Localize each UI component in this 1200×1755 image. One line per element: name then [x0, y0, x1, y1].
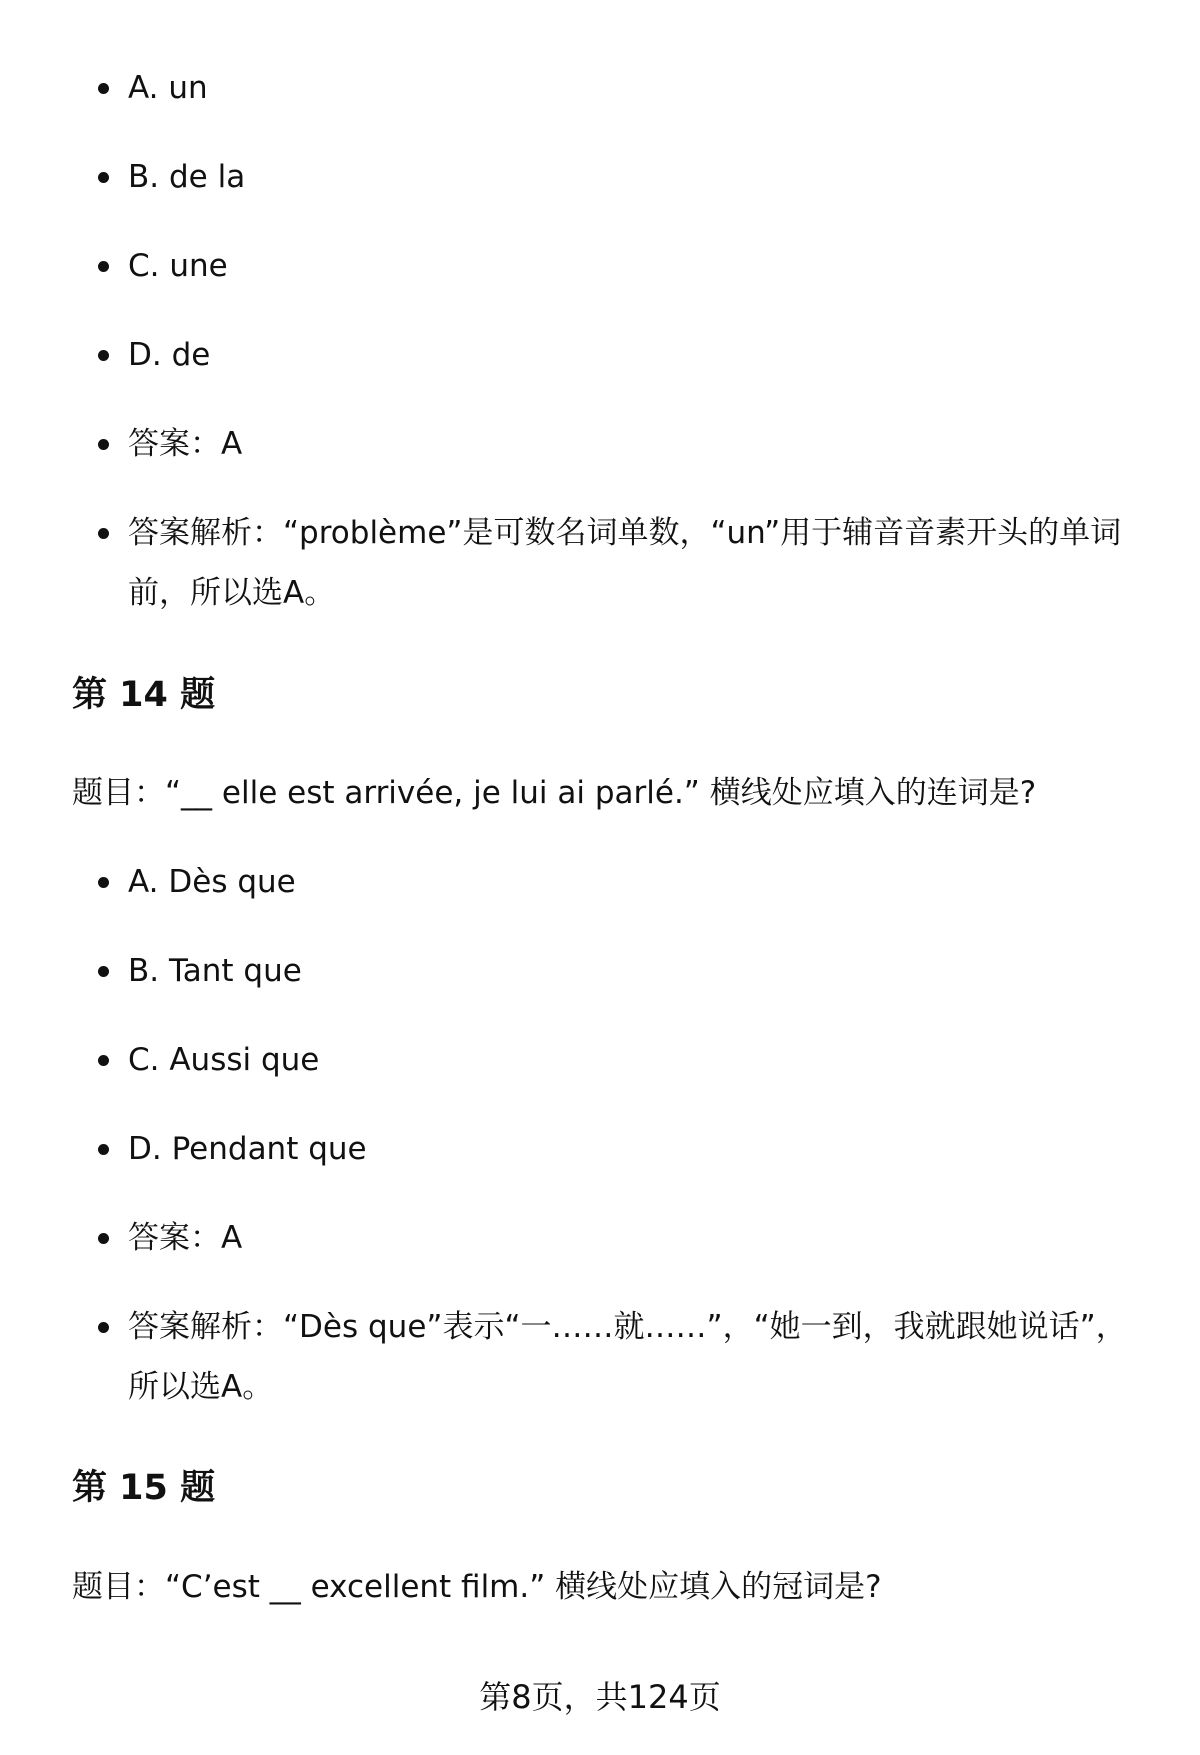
- q14-analysis: 答案解析：“Dès que”表示“一……就……”，“她一到，我就跟她说话”，所以选A。: [128, 1309, 1127, 1405]
- list-item: [0, 503, 1200, 623]
- list-item: [0, 1119, 1200, 1179]
- list-item: [0, 147, 1200, 207]
- q13-option-b: B. de la: [128, 159, 246, 195]
- list-item: [0, 325, 1200, 385]
- bullet-icon: [98, 83, 109, 94]
- q13-option-d: D. de: [128, 337, 211, 373]
- page-number-footer: 第8页，共124页: [479, 1678, 721, 1716]
- q14-heading: 第 14 题: [72, 675, 216, 715]
- bullet-icon: [98, 966, 109, 977]
- list-item: [0, 941, 1200, 1001]
- q14-option-b: B. Tant que: [128, 953, 302, 989]
- q15-heading: 第 15 题: [72, 1468, 216, 1508]
- list-item: [0, 414, 1200, 474]
- bullet-icon: [98, 1055, 109, 1066]
- list-item: [0, 852, 1200, 912]
- q14-stem: 题目：“__ elle est arrivée, je lui ai parlé.” 横线处应填入的连词是?: [72, 775, 1037, 811]
- list-item: [0, 1030, 1200, 1090]
- list-item: [0, 58, 1200, 118]
- q14-answer: 答案：A: [128, 1220, 243, 1256]
- q13-option-a: A. un: [128, 70, 208, 106]
- bullet-icon: [98, 1144, 109, 1155]
- q13-option-c: C. une: [128, 248, 228, 284]
- q14-option-list: [0, 852, 1200, 1417]
- q13-answer: 答案：A: [128, 426, 243, 462]
- bullet-icon: [98, 261, 109, 272]
- bullet-icon: [98, 1233, 109, 1244]
- list-item: [0, 1297, 1200, 1417]
- bullet-icon: [98, 350, 109, 361]
- bullet-icon: [98, 528, 109, 539]
- q14-option-c: C. Aussi que: [128, 1042, 320, 1078]
- q14-option-a: A. Dès que: [128, 864, 296, 900]
- q13-analysis: 答案解析：“problème”是可数名词单数，“un”用于辅音音素开头的单词前，所以选A。: [128, 515, 1122, 611]
- q13-option-list: [0, 58, 1200, 623]
- list-item: [0, 236, 1200, 296]
- bullet-icon: [98, 172, 109, 183]
- list-item: [0, 1208, 1200, 1268]
- bullet-icon: [98, 1322, 109, 1333]
- bullet-icon: [98, 877, 109, 888]
- bullet-icon: [98, 439, 109, 450]
- q14-option-d: D. Pendant que: [128, 1131, 367, 1167]
- q15-stem: 题目：“C’est __ excellent film.” 横线处应填入的冠词是?: [72, 1569, 882, 1605]
